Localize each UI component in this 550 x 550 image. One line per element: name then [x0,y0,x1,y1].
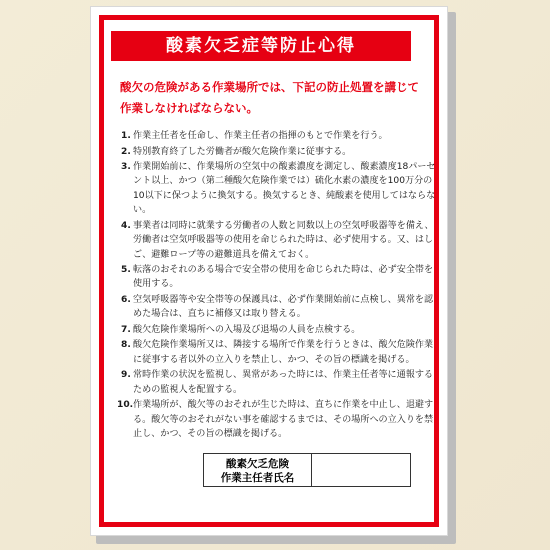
rule-item [121,293,436,322]
rule-item [121,263,436,292]
rule-text: 事業者は同時に就業する労働者の人数と同数以上の空気呼吸器等を備え、労働者は空気呼吸器等の使用を命じられた時は、必ず使用する。又、はしご、避難ロープ等の避難道具を備えておく。 [133,220,434,260]
rule-item [121,368,436,397]
rule-text: 転落のおそれのある場合で安全帯の使用を命じられた時は、必ず安全帯を使用する。 [133,265,434,290]
rule-text: 酸欠危険作業場所への入場及び退場の人員を点検する。 [133,324,361,335]
sign-intro: 酸欠の危険がある作業場所では、下記の防止処置を講じて作業しなければならない。 [120,80,419,115]
rule-number: 4. [121,220,131,231]
supervisor-name-field [312,454,410,486]
rule-item [121,219,436,262]
rule-number: 5. [121,265,131,276]
rule-text: 特別教育終了した労働者が酸欠危険作業に従事する。 [133,146,352,157]
rule-number: 8. [121,340,131,351]
rule-item [121,323,436,337]
rule-item [121,145,436,159]
supervisor-name-label [204,454,312,486]
rule-text: 作業場所が、酸欠等のおそれが生じた時は、直ちに作業を中止し、退避する。酸欠等のおそれがない事を確認するまでは、その場所への立入りを禁止し、かつ、その旨の標識を掲げる。 [133,400,434,439]
sign-title: 酸素欠乏症等防止心得 [111,31,411,61]
rules-list [117,129,436,442]
name-label-line-2: 作業主任者氏名 [220,472,295,484]
rule-text: 作業開始前に、作業場所の空気中の酸素濃度を測定し、酸素濃度18パーセント以上、かつ（第二種酸欠危険作業では）硫化水素の濃度を100万分の10以下に保つように換気する。換気するとき、純酸素を使用してはならない。 [133,162,436,216]
rule-number: 3. [121,162,131,172]
rule-number: 1. [121,131,131,141]
rule-item [121,129,436,143]
rule-text: 酸欠危険作業場所又は、隣接する場所で作業を行うときは、酸欠危険作業に従事する者以外の立入りを禁止し、かつ、その旨の標識を掲げる。 [133,340,434,365]
rule-number: 6. [121,294,131,305]
rule-item [121,160,436,218]
rule-item [117,398,436,441]
rule-number: 10. [117,400,134,411]
rule-text: 空気呼吸器等や安全帯等の保護具は、必ず作業開始前に点検し、異常を認めた場合は、直ちに補修又は取り替える。 [133,294,434,320]
supervisor-name-box [203,453,411,487]
safety-sign-board [90,6,448,536]
rule-number: 7. [121,324,131,335]
rule-text: 作業主任者を任命し、作業主任者の指揮のもとで作業を行う。 [133,131,388,141]
rule-text: 常時作業の状況を監視し、異常があった時には、作業主任者等に通報するための監視人を配置する。 [133,370,434,395]
rule-item [121,338,436,367]
rule-number: 2. [121,146,131,157]
name-label-line-1: 酸素欠乏危険 [226,458,289,470]
rule-number: 9. [121,370,131,381]
